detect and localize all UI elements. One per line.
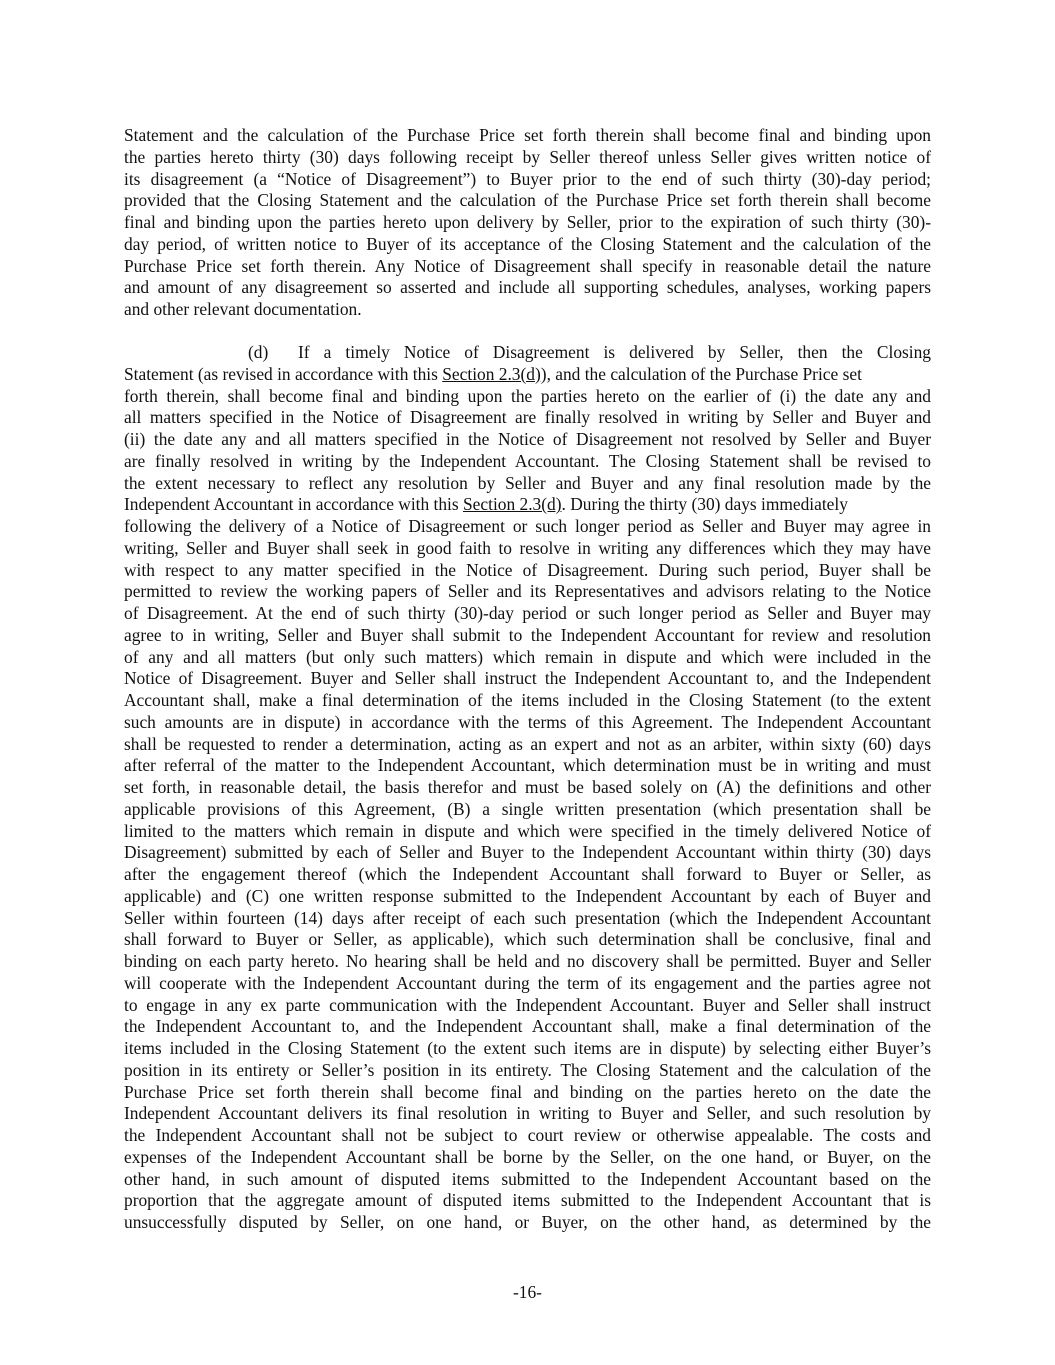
text-segment: Statement (as revised in accordance with this (124, 363, 443, 384)
section-reference-link[interactable]: Section 2.3(d) (463, 494, 562, 515)
text-line: If a timely Notice of Disagreement is delivered by Seller, then the Closing (298, 342, 931, 362)
text-line: applicable) and (C) one written response submitted to the Independent Accountant by each of Buyer and (124, 885, 931, 906)
text-line: to engage in any ex parte communication with the Independent Accountant. Buyer and Seller shall instruct (124, 994, 931, 1015)
paragraph-closing-statement-notice (124, 125, 931, 321)
text-line: shall forward to Buyer or Seller, as applicable), which such determination shall be conclusive, final and (124, 929, 931, 950)
text-line: the Independent Accountant shall not be subject to court review or otherwise appealable. The costs and (124, 1125, 931, 1145)
text-line: the extent necessary to reflect any resolution by Seller and Buyer and any final resolution made by the (124, 472, 931, 493)
text-line: of Disagreement. At the end of such thirty (30)-day period or such longer period as Seller and Buyer may (124, 603, 931, 623)
page-number: -16- (513, 1282, 542, 1302)
section-reference-link[interactable]: Section 2.3(d) (442, 363, 541, 384)
text-line: proportion that the aggregate amount of disputed items submitted to the Independent Accountant that is (124, 1190, 931, 1211)
text-line: day period, of written notice to Buyer of its acceptance of the Closing Statement and the calculation of the (124, 233, 931, 254)
text-line: Accountant shall, make a final determination of the items included in the Closing Statement (to the extent (124, 690, 931, 710)
text-line: after the engagement thereof (which the Independent Accountant shall forward to Buyer or Seller, as (124, 864, 931, 884)
text-line: Statement and the calculation of the Purchase Price set forth therein shall become final and binding upon (124, 125, 931, 145)
text-line: and other relevant documentation. (124, 299, 362, 319)
text-line: following the delivery of a Notice of Disagreement or such longer period as Seller and Buyer may agree in (124, 516, 931, 536)
text-line: are finally resolved in writing by the Independent Accountant. The Closing Statement shall be revised to (124, 450, 931, 471)
paragraph-section-d (124, 342, 931, 1234)
text-line: (ii) the date any and all matters specified in the Notice of Disagreement not resolved by Seller and Buyer (124, 429, 931, 449)
text-line: such amounts are in dispute) in accordance with the terms of this Agreement. The Independent Accountant (124, 711, 931, 732)
text-line: provided that the Closing Statement and the calculation of the Purchase Price set forth therein shall become (124, 190, 931, 211)
text-segment: ), and the calculation of the Purchase Price set (540, 363, 862, 384)
text-line: with respect to any matter specified in the Notice of Disagreement. During such period, Buyer shall be (124, 559, 931, 580)
text-line: permitted to review the working papers of Seller and its Representatives and advisors relating to the Notice (124, 581, 931, 602)
text-line: unsuccessfully disputed by Seller, on one hand, or Buyer, on the other hand, as determined by the (124, 1212, 931, 1232)
text-line: the parties hereto thirty (30) days following receipt by Seller thereof unless Seller gives written notice of (124, 146, 931, 167)
text-line: Independent Accountant delivers its final resolution in writing to Buyer and Seller, and such resolution by (124, 1103, 931, 1124)
text-line: final and binding upon the parties hereto upon delivery by Seller, prior to the expiration of such thirty (30)- (124, 212, 931, 232)
text-line: applicable provisions of this Agreement, (B) a single written presentation (which presentation shall be (124, 798, 931, 819)
text-segment: . During the thirty (30) days immediately (561, 494, 848, 515)
paragraph-body-lines (124, 516, 931, 1234)
text-line: forth therein, shall become final and binding upon the parties hereto on the earlier of (i) the date any and (124, 385, 931, 406)
text-line: Seller within fourteen (14) days after receipt of each such presentation (which the Independent Accountant (124, 907, 931, 928)
text-segment: Independent Accountant in accordance with this (124, 494, 463, 515)
text-line: limited to the matters which remain in dispute and which were specified in the timely delivered Notice of (124, 820, 931, 841)
text-line: its disagreement (a “Notice of Disagreement”) to Buyer prior to the end of such thirty (30)-day period; (124, 168, 931, 189)
text-line: expenses of the Independent Accountant shall be borne by the Seller, on the one hand, or Buyer, on the (124, 1146, 931, 1167)
text-line: agree to in writing, Seller and Buyer shall submit to the Independent Accountant for review and resolution (124, 624, 931, 645)
text-line: and amount of any disagreement so asserted and include all supporting schedules, analyses, working papers (124, 277, 931, 298)
text-line-with-link (124, 494, 931, 516)
text-line: Disagreement) submitted by each of Seller and Buyer to the Independent Accountant within thirty (30) days (124, 842, 931, 863)
text-line: all matters specified in the Notice of Disagreement are finally resolved in writing by Seller and Buyer and (124, 407, 931, 428)
text-line: the Independent Accountant to, and the Independent Accountant shall, make a final determination of the (124, 1016, 931, 1037)
text-line: of any and all matters (but only such matters) which remain in dispute and which were included in the (124, 646, 931, 667)
text-line: set forth, in reasonable detail, the basis therefor and must be based solely on (A) the definitions and other (124, 777, 931, 797)
text-line: writing, Seller and Buyer shall seek in good faith to resolve in writing any differences which they may have (124, 537, 931, 558)
text-line: Notice of Disagreement. Buyer and Seller shall instruct the Independent Accountant to, and the Independent (124, 668, 931, 689)
text-line: Purchase Price set forth therein shall become final and binding on the parties hereto on the date the (124, 1081, 931, 1102)
text-line: other hand, in such amount of disputed items submitted to the Independent Accountant based on the (124, 1168, 931, 1189)
text-line: position in its entirety or Seller’s position in its entirety. The Closing Statement and the calculation of the (124, 1059, 931, 1080)
text-line: after referral of the matter to the Independent Accountant, which determination must be in writing and must (124, 755, 931, 776)
section-d-first-line (124, 342, 931, 364)
text-line: shall be requested to render a determination, acting as an expert and not as an arbiter, within sixty (60) days (124, 733, 931, 754)
text-line: binding on each party hereto. No hearing shall be held and no discovery shall be permitted. Buyer and Seller (124, 951, 931, 971)
text-line: Purchase Price set forth therein. Any Notice of Disagreement shall specify in reasonable detail the nature (124, 255, 931, 276)
text-line: items included in the Closing Statement (to the extent such items are in dispute) by selecting either Buyer’s (124, 1038, 931, 1058)
text-line: will cooperate with the Independent Accountant during the term of its engagement and the parties agree not (124, 972, 931, 993)
section-label: (d) (248, 342, 269, 362)
text-line-with-link (124, 364, 931, 386)
